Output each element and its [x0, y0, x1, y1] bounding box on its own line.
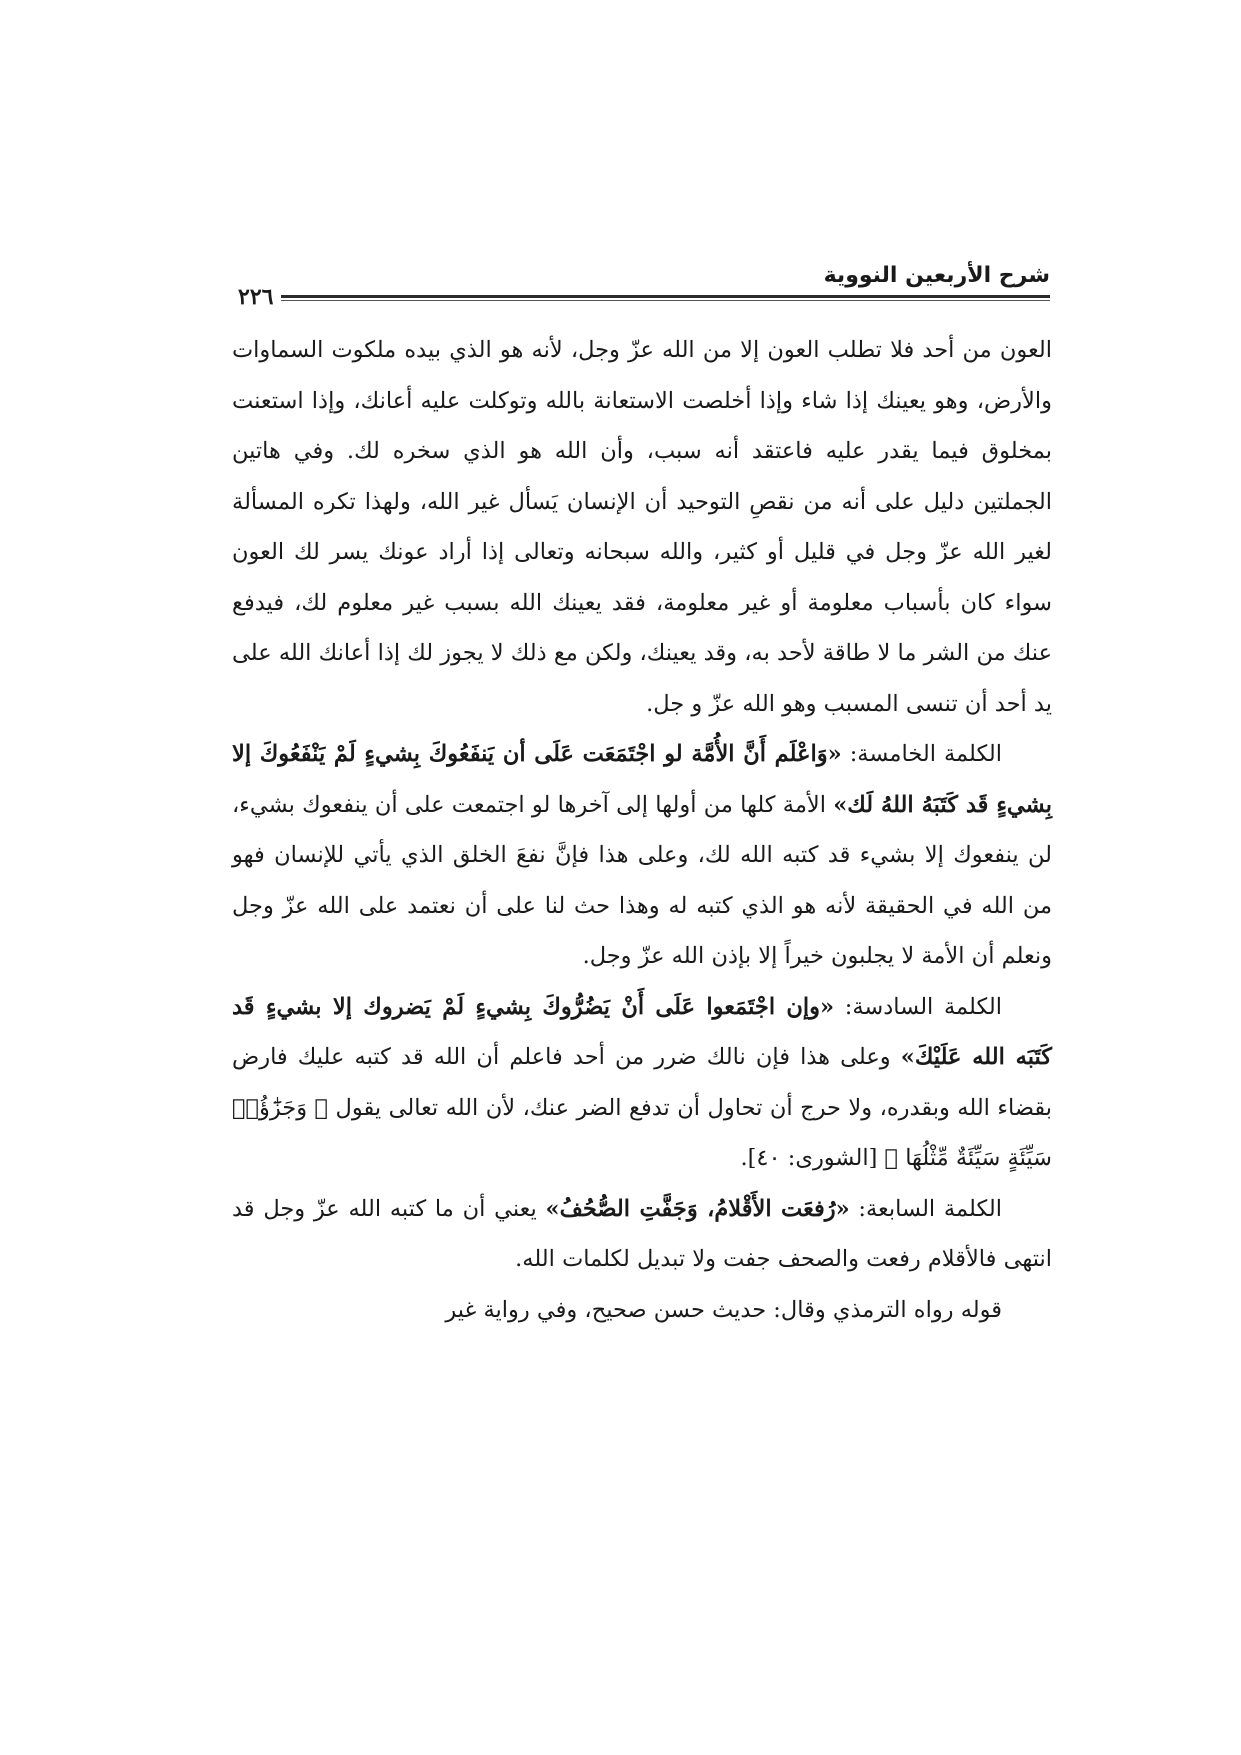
- hadith-quote-2: «وَاعْلَم أَنَّ الأُمَّة لو اجْتَمَعَت عَلَى أن يَنفَعُوكَ بِشيءٍ لَمْ يَنْفَعُوكَ إلا بِشيءٍ قَد كَتَبَهُ اللهُ لَك»: [232, 741, 1053, 818]
- page-number: ٢٢٦: [232, 284, 281, 310]
- header-rule-thin: [232, 300, 1050, 301]
- paragraph-3-rest: وعلى هذا فإن نالك ضرر من أحد فاعلم أن الله قد كتبه عليك فارض بقضاء الله وبقدره، ولا حرج أن تحاول أن تدفع الضر عنك، لأن الله تعالى يقول ﴿ وَجَزَٰٓؤُا۟ سَيِّئَةٍ سَيِّئَةٌ مِّثْلُهَا ﴾ [الشورى: ٤٠].: [232, 1044, 1052, 1171]
- paragraph-4-rest: يعني أن ما كتبه الله عزّ وجل قد انتهى فالأقلام رفعت والصحف جفت ولا تبديل لكلمات الله.: [232, 1195, 1052, 1272]
- paragraph-2-intro: الكلمة الخامسة:: [841, 741, 1002, 767]
- paragraph-5: قوله رواه الترمذي وقال: حديث حسن صحيح، وفي رواية غير: [445, 1296, 1002, 1323]
- paragraph-3: [232, 982, 1052, 1184]
- header-rule: [232, 295, 1050, 298]
- paragraph-2: [232, 729, 1052, 982]
- running-header: [232, 262, 1050, 312]
- body-text: [232, 325, 1052, 1335]
- hadith-quote-4: «رُفعَت الأَقْلامُ، وَجَفَّتِ الصُّحُفُ»: [545, 1195, 850, 1222]
- paragraph-4: [232, 1184, 1052, 1285]
- paragraph-1: العون من أحد فلا تطلب العون إلا من الله عزّ وجل، لأنه هو الذي بيده ملكوت السماوات والأرض، وهو يعينك إذا شاء وإذا أخلصت الاستعانة بالله وتوكلت عليه أعانك، وإذا استعنت بمخلوق فيما يقدر عليه فاعتقد أنه سبب، وأن الله هو الذي سخره لك. وفي هاتين الجملتين دليل على أنه من نقصِ التوحيد أن الإنسان يَسأل غير الله، ولهذا تكره المسألة لغير الله عزّ وجل في قليل أو كثير، والله سبحانه وتعالى إذا أراد عونك يسر لك العون سواء كان بأسباب معلومة أو غير معلومة، فقد يعينك الله بسبب غير معلوم لك، فيدفع عنك من الشر ما لا طاقة لأحد به، وقد يعينك، ولكن مع ذلك لا يجوز لك إذا أعانك الله على يد أحد أن تنسى المسبب وهو الله عزّ و جل.: [232, 337, 1052, 717]
- paragraph-3-intro: الكلمة السادسة:: [834, 993, 1003, 1020]
- paragraph-4-intro: الكلمة السابعة:: [849, 1195, 1002, 1222]
- hadith-quote-3: «وإن اجْتَمَعوا عَلَى أَنْ يَضُرُّوكَ بِشيءٍ لَمْ يَضروك إلا بشيءٍ قَد كَتَبَه الله عَلَيْكَ»: [232, 993, 1053, 1070]
- paragraph-2-rest: الأمة كلها من أولها إلى آخرها لو اجتمعت على أن ينفعوك بشيء، لن ينفعوك إلا بشيء قد كتبه الله لك، وعلى هذا فإنَّ نفعَ الخلق الذي يأتي للإنسان فهو من الله في الحقيقة لأنه هو الذي كتبه له وهذا حث لنا على أن نعتمد على الله عزّ وجل ونعلم أن الأمة لا يجلبون خيراً إلا بإذن الله عزّ وجل.: [232, 791, 1052, 969]
- book-title: شرح الأربعين النووية: [823, 263, 1050, 288]
